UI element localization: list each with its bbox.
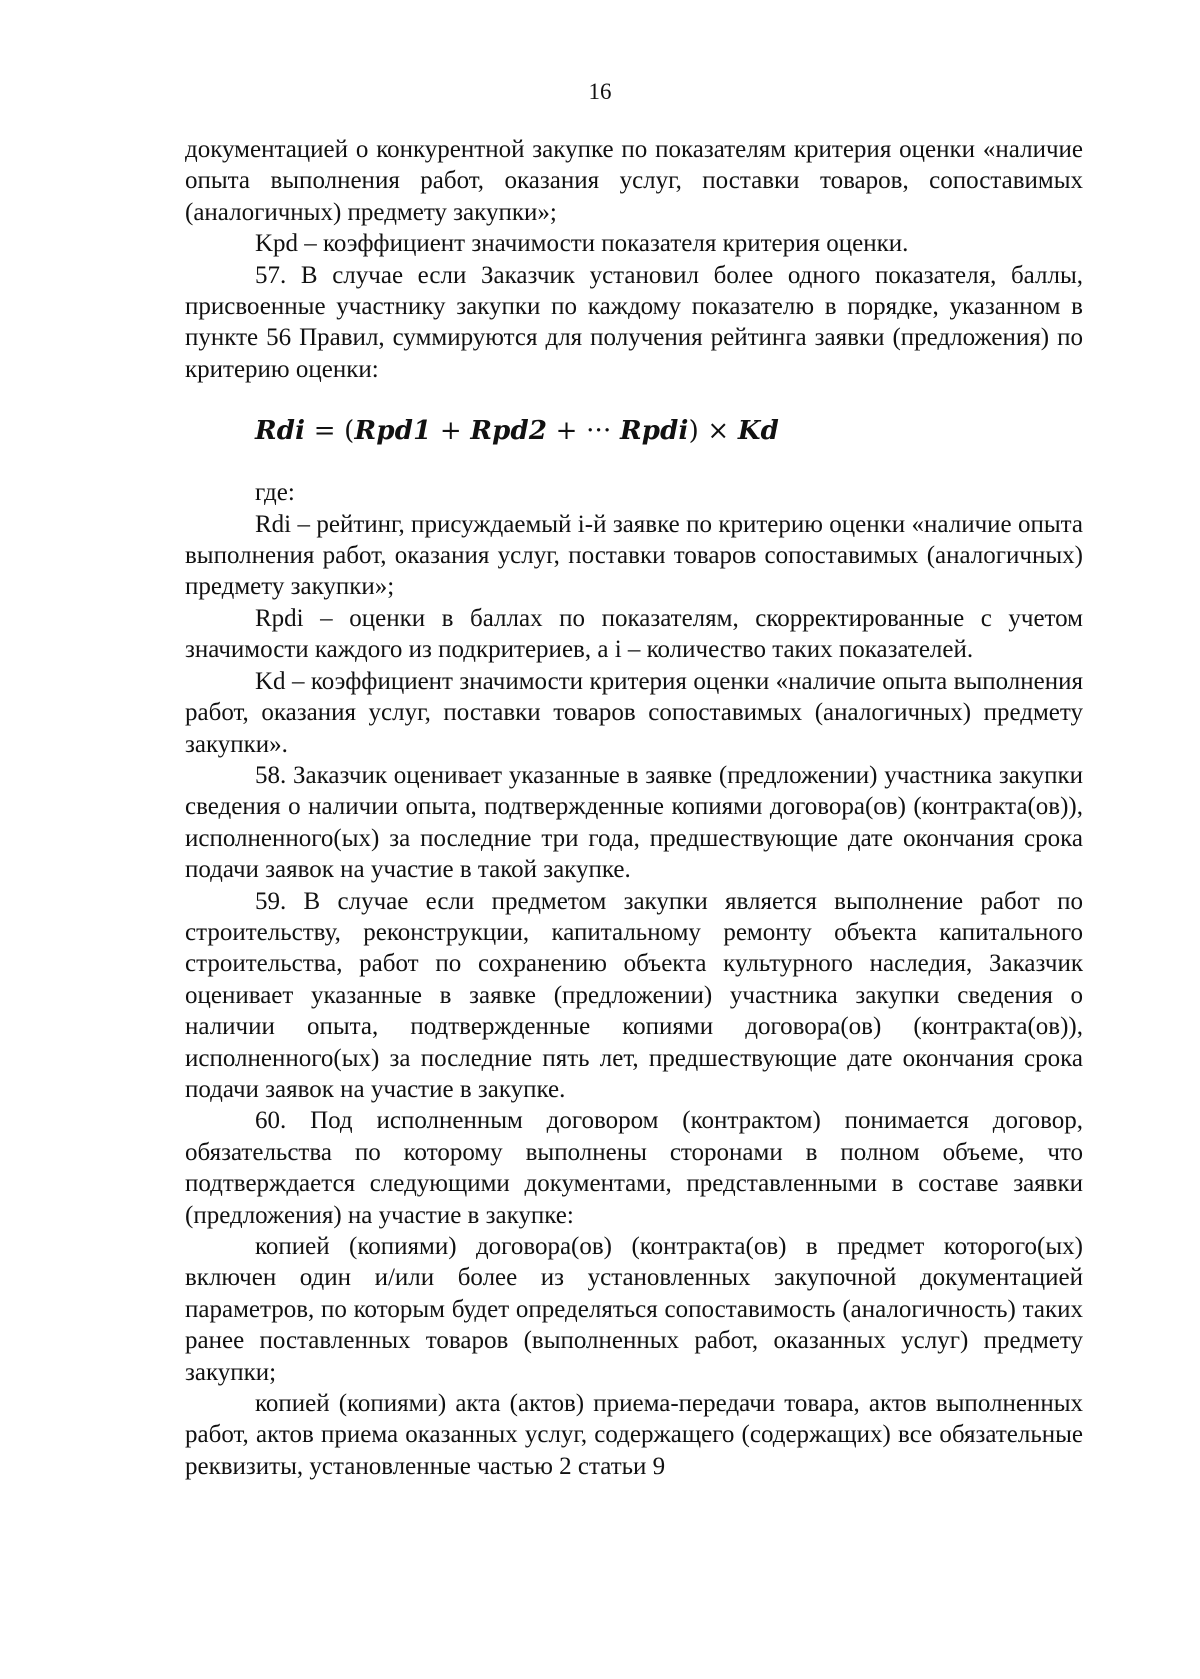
paragraph-kd-definition: Kd – коэффициент значимости критерия оценки «наличие опыта выполнения работ, оказания услуг, поставки товаров сопоставимых (аналогичных) предмету закупки».	[185, 667, 1083, 758]
paragraph-contract-copies: копией (копиями) договора(ов) (контракта(ов) в предмет которого(ых) включен один и/или более из установленных закупочной документацией параметров, по которым будет определяться сопоставимость (аналогичность) таких ранее поставленных товаров (выполненных работ, оказанных услуг) предмету закупки;	[185, 1233, 1083, 1386]
paragraph-kpd-definition: Kpd – коэффициент значимости показателя критерия оценки.	[255, 230, 909, 258]
formula-plus-1: +	[431, 416, 471, 447]
formula-term-4: Kd	[737, 416, 780, 447]
paragraph-where: где:	[255, 479, 295, 507]
paragraph-rdi-definition: Rdi – рейтинг, присуждаемый i-й заявке по критерию оценки «наличие опыта выполнения работ, оказания услуг, поставки товаров сопоставимых (аналогичных) предмету закупки»;	[185, 510, 1083, 601]
formula-lhs: Rdi	[255, 416, 306, 447]
paragraph-59: 59. В случае если предметом закупки является выполнение работ по строительству, реконструкции, капитальному ремонту объекта капитального строительства, работ по сохранению объекта культурного наследия, Заказчик оценивает указанные в заявке (предложении) участника закупки сведения о наличии опыта, подтвержденные копиями договора(ов) (контракта(ов)), исполненного(ых) за последние пять лет, предшествующие дате окончания срока подачи заявок на участие в закупке.	[185, 887, 1083, 1103]
paragraph-58: 58. Заказчик оценивает указанные в заявке (предложении) участника закупки сведения о наличии опыта, подтвержденные копиями договора(ов) (контракта(ов)), исполненного(ых) за последние три года, предшествующие дате окончания срока подачи заявок на участие в такой закупке.	[185, 761, 1083, 884]
rating-formula	[255, 413, 1083, 449]
formula-equals: = (	[305, 416, 355, 447]
formula-term-3: Rpdi	[619, 416, 689, 447]
formula-plus-2: + ···	[547, 416, 620, 447]
paragraph-continuation: документацией о конкурентной закупке по показателям критерия оценки «наличие опыта выполнения работ, оказания услуг, поставки товаров, сопоставимых (аналогичных) предмету закупки»;	[185, 136, 1083, 226]
formula-times: ) ×	[688, 416, 738, 447]
formula-term-1: Rpd1	[354, 416, 432, 447]
paragraph-rpdi-definition: Rpdi – оценки в баллах по показателям, скорректированные с учетом значимости каждого из подкритериев, а i – количество таких показателей.	[185, 604, 1083, 664]
paragraph-57: 57. В случае если Заказчик установил более одного показателя, баллы, присвоенные участнику закупки по каждому показателю в порядке, указанном в пункте 56 Правил, суммируются для получения рейтинга заявки (предложения) по критерию оценки:	[185, 261, 1083, 383]
paragraph-acceptance-acts: копией (копиями) акта (актов) приема-передачи товара, актов выполненных работ, актов приема оказанных услуг, содержащего (содержащих) все обязательные реквизиты, установленные частью 2 статьи 9	[185, 1390, 1083, 1480]
paragraph-60: 60. Под исполненным договором (контрактом) понимается договор, обязательства по которому выполнены сторонами в полном объеме, что подтверждается следующими документами, представленными в составе заявки (предложения) на участие в закупке:	[185, 1107, 1083, 1229]
document-body	[185, 134, 1083, 1482]
page-number: 16	[588, 79, 612, 104]
formula-term-2: Rpd2	[470, 416, 548, 447]
